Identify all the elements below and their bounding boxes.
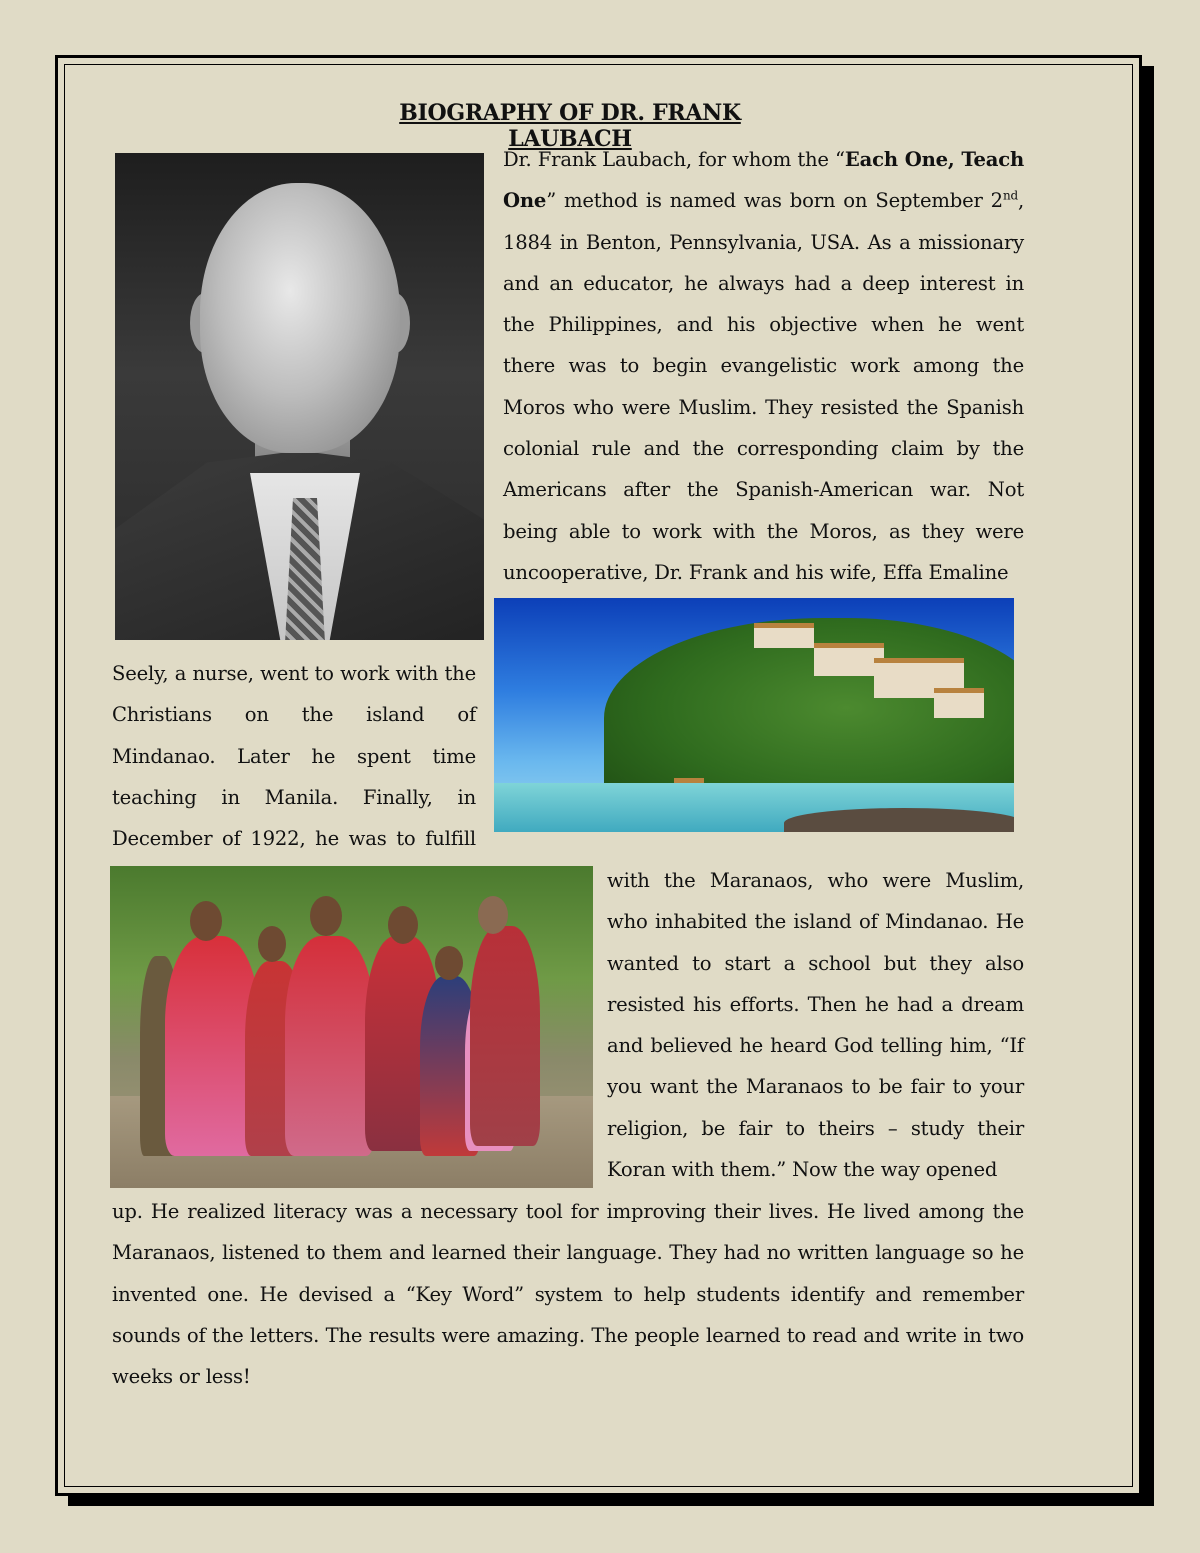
paragraph-3: with the Maranaos, who were Muslim, who inhabited the island of Mindanao. He wanted to start a school but they also resisted his efforts. Then he had a dream and believed he heard God telling him, “If you want the Maranaos to be fair to your religion, be fair to theirs – study their Koran with them.” Now the way opened [607,869,1024,1182]
person [285,936,375,1156]
person-head [190,901,222,941]
p1-text-a: Dr. Frank Laubach, for whom the “ [503,148,845,171]
island-house [754,623,814,648]
people-photo [110,866,593,1188]
person [470,926,540,1146]
person-head [388,906,418,944]
island-photo [494,598,1014,832]
island-house [934,688,984,718]
paragraph-2: Seely, a nurse, went to work with the Christians on the island of Mindanao. Later he spent time teaching in Manila. Finally, in December of 1922, he was to fulfill [112,662,476,851]
paragraph-1 [503,139,1024,593]
paragraph-4: up. He realized literacy was a necessary tool for improving their lives. He lived among the Maranaos, listened to them and learned their language. They had no written language so he invented one. He devised a “Key Word” system to help students identify and remember sounds of the letters. The results were amazing. The people learned to read and write in two weeks or less! [112,1200,1024,1389]
island-rocks [784,808,1014,832]
p1-text-c: , 1884 in Benton, Pennsylvania, USA. As a missionary and an educator, he always had a deep interest in the Philippines, and his objective when he went there was to begin evangelistic work among the Moros who were Muslim. They resisted the Spanish colonial rule and the corresponding claim by the Americans after the Spanish-American war. Not being able to work with the Moros, as they were uncooperative, Dr. Frank and his wife, Effa Emaline [503,189,1024,584]
person-head [258,926,286,962]
p1-bold-method: Each One, Teach One [503,148,1024,213]
person-head [478,896,508,934]
portrait-photo [115,153,484,640]
p1-text-b: ” method is named was born on September 2 [546,189,1003,213]
person-head [435,946,463,980]
portrait-face [200,183,400,453]
page-title: BIOGRAPHY OF DR. FRANK LAUBACH [399,100,741,152]
person-head [310,896,342,936]
p1-superscript: nd [1002,188,1018,203]
